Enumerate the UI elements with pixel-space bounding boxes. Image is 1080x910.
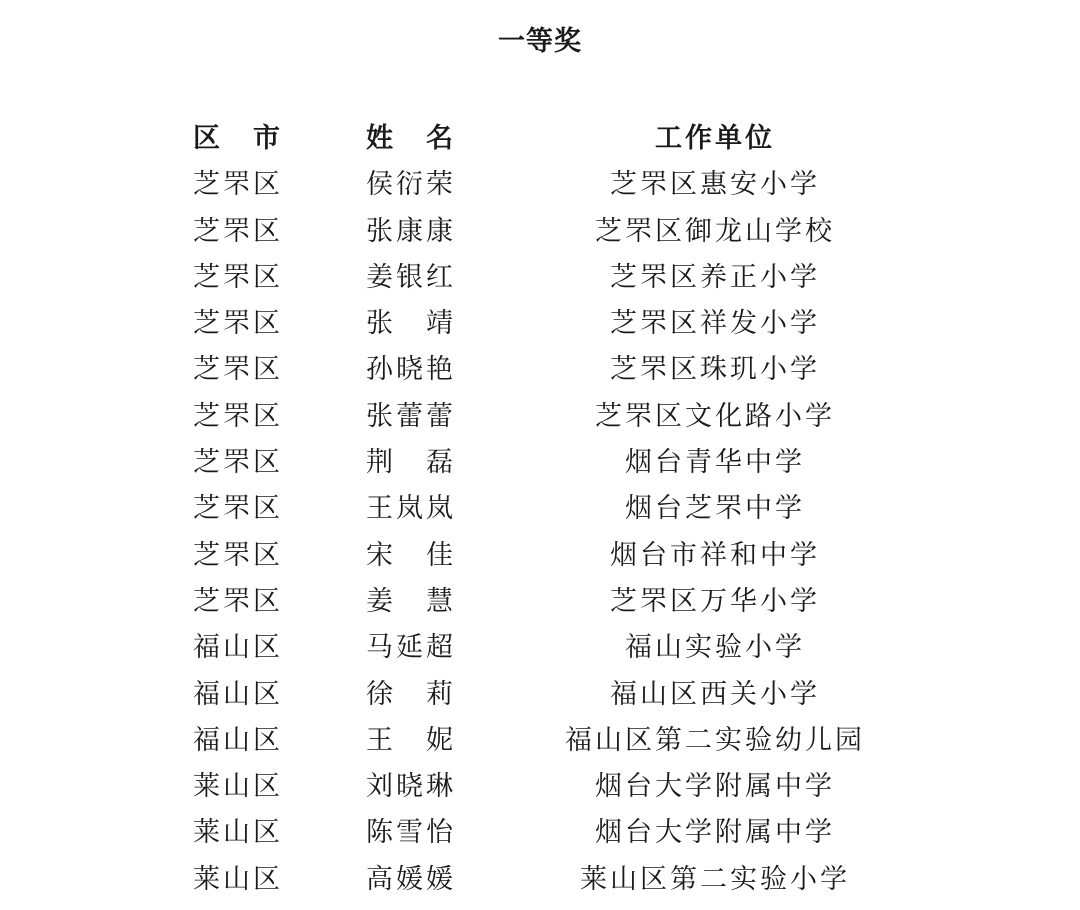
- district-cell: 莱山区: [193, 863, 283, 895]
- district-cell: 芝罘区: [193, 215, 283, 247]
- table-row: [0, 440, 1080, 486]
- table-row: [0, 162, 1080, 208]
- unit-cell: 烟台青华中学: [625, 447, 805, 479]
- unit-cell: 芝罘区文化路小学: [595, 400, 835, 432]
- name-cell: 陈雪怡: [366, 817, 456, 849]
- header-district: 区 市: [193, 123, 283, 154]
- unit-cell: 芝罘区祥发小学: [610, 308, 820, 340]
- table-body: [0, 162, 1080, 903]
- unit-cell: 烟台市祥和中学: [610, 539, 820, 571]
- table-row: [0, 672, 1080, 718]
- unit-cell: 芝罘区珠玑小学: [610, 354, 820, 386]
- table-row: [0, 579, 1080, 625]
- table-row: [0, 810, 1080, 856]
- name-cell: 宋 佳: [366, 539, 456, 571]
- district-cell: 芝罘区: [193, 354, 283, 386]
- table-header-row: [0, 116, 1080, 162]
- table-row: [0, 209, 1080, 255]
- district-cell: 芝罘区: [193, 169, 283, 201]
- table-row: [0, 347, 1080, 393]
- unit-cell: 芝罘区御龙山学校: [595, 215, 835, 247]
- name-cell: 刘晓琳: [366, 771, 456, 803]
- table-row: [0, 394, 1080, 440]
- unit-cell: 福山区西关小学: [610, 678, 820, 710]
- name-cell: 张 靖: [366, 308, 456, 340]
- name-cell: 王岚岚: [366, 493, 456, 525]
- unit-cell: 芝罘区万华小学: [610, 585, 820, 617]
- unit-cell: 芝罘区养正小学: [610, 261, 820, 293]
- district-cell: 芝罘区: [193, 308, 283, 340]
- district-cell: 福山区: [193, 724, 283, 756]
- name-cell: 张蕾蕾: [366, 400, 456, 432]
- table-row: [0, 486, 1080, 532]
- name-cell: 王 妮: [366, 724, 456, 756]
- unit-cell: 福山区第二实验幼儿园: [565, 724, 865, 756]
- name-cell: 荆 磊: [366, 447, 456, 479]
- table-row: [0, 301, 1080, 347]
- table-row: [0, 255, 1080, 301]
- unit-cell: 芝罘区惠安小学: [610, 169, 820, 201]
- district-cell: 芝罘区: [193, 261, 283, 293]
- district-cell: 福山区: [193, 678, 283, 710]
- name-cell: 马延超: [366, 632, 456, 664]
- award-table: [0, 116, 1080, 903]
- district-cell: 芝罘区: [193, 493, 283, 525]
- name-cell: 高媛媛: [366, 863, 456, 895]
- district-cell: 芝罘区: [193, 447, 283, 479]
- page-title: 一等奖: [498, 26, 582, 57]
- table-row: [0, 718, 1080, 764]
- district-cell: 芝罘区: [193, 539, 283, 571]
- name-cell: 孙晓艳: [366, 354, 456, 386]
- table-row: [0, 533, 1080, 579]
- name-cell: 张康康: [366, 215, 456, 247]
- name-cell: 徐 莉: [366, 678, 456, 710]
- district-cell: 莱山区: [193, 817, 283, 849]
- unit-cell: 烟台芝罘中学: [625, 493, 805, 525]
- name-cell: 侯衍荣: [366, 169, 456, 201]
- unit-cell: 烟台大学附属中学: [595, 771, 835, 803]
- name-cell: 姜 慧: [366, 585, 456, 617]
- header-unit: 工作单位: [655, 123, 775, 154]
- district-cell: 芝罘区: [193, 585, 283, 617]
- district-cell: 福山区: [193, 632, 283, 664]
- unit-cell: 莱山区第二实验小学: [580, 863, 850, 895]
- table-row: [0, 857, 1080, 903]
- district-cell: 莱山区: [193, 771, 283, 803]
- district-cell: 芝罘区: [193, 400, 283, 432]
- name-cell: 姜银红: [366, 261, 456, 293]
- unit-cell: 福山实验小学: [625, 632, 805, 664]
- header-name: 姓 名: [366, 123, 456, 154]
- table-row: [0, 625, 1080, 671]
- unit-cell: 烟台大学附属中学: [595, 817, 835, 849]
- table-row: [0, 764, 1080, 810]
